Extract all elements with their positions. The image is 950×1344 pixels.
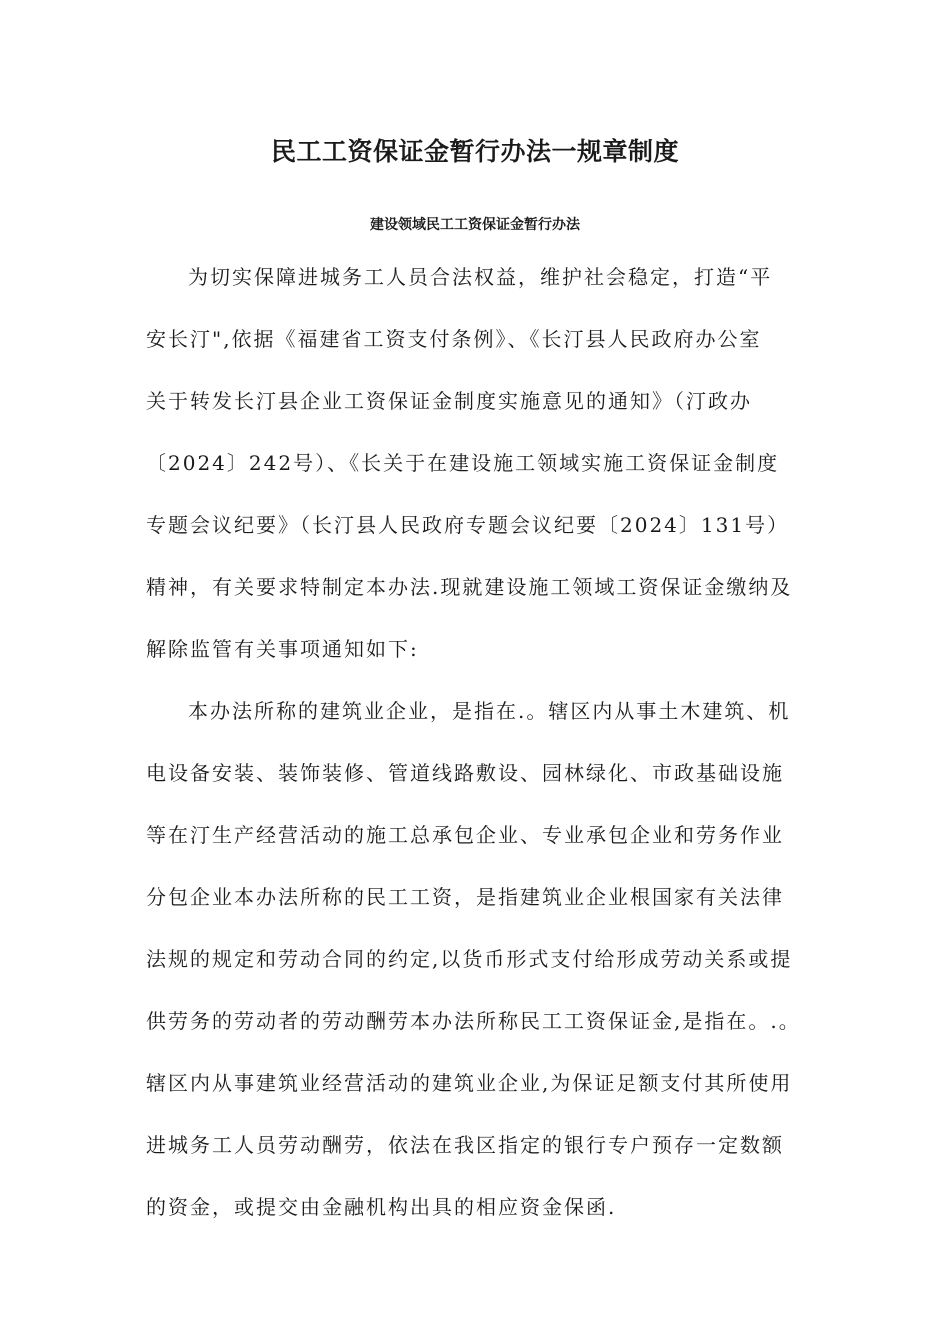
paragraph-1-line-2: 安长汀",依据《福建省工资支付条例》、《长汀县人民政府办公室: [146, 327, 762, 351]
paragraph-1-line-5: 专题会议纪要》（长汀县人民政府专题会议纪要〔2024〕131号）: [146, 513, 790, 537]
document-title: 民工工资保证金暂行办法一规章制度: [270, 137, 679, 166]
paragraph-2-line-3: 等在汀生产经营活动的施工总承包企业、专业承包企业和劳务作业: [146, 823, 784, 847]
paragraph-2-line-2: 电设备安装、装饰装修、管道线路敷设、园林绿化、市政基础设施: [146, 761, 784, 785]
paragraph-1-line-1: 为切实保障进城务工人员合法权益，维护社会稳定，打造“平: [188, 265, 773, 289]
paragraph-1-line-7: 解除监管有关事项通知如下:: [146, 637, 419, 661]
paragraph-2-line-1: 本办法所称的建筑业企业，是指在.。辖区内从事土木建筑、机: [188, 699, 791, 723]
document-body: [146, 263, 816, 1255]
document-subtitle: 建设领域民工工资保证金暂行办法: [370, 217, 580, 233]
paragraph-2-line-5: 法规的规定和劳动合同的约定,以货币形式支付给形成劳动关系或提: [146, 947, 793, 971]
paragraph-2-line-7: 辖区内从事建筑业经营活动的建筑业企业,为保证足额支付其所使用: [146, 1071, 793, 1095]
paragraph-1-line-6: 精神，有关要求特制定本办法.现就建设施工领域工资保证金缴纳及: [146, 575, 793, 599]
paragraph-2-line-6: 供劳务的劳动者的劳动酬劳本办法所称民工工资保证金,是指在。.。: [146, 1009, 801, 1033]
paragraph-2-line-4: 分包企业本办法所称的民工工资，是指建筑业企业根国家有关法律: [146, 885, 784, 909]
paragraph-2-line-9: 的资金，或提交由金融机构出具的相应资金保函.: [146, 1195, 617, 1219]
paragraph-2-line-8: 进城务工人员劳动酬劳，依法在我区指定的银行专户预存一定数额: [146, 1133, 784, 1157]
paragraph-1-line-3: 关于转发长汀县企业工资保证金制度实施意见的通知》（汀政办: [146, 389, 752, 413]
paragraph-1-line-4: 〔2024〕242号）、《长关于在建设施工领域实施工资保证金制度: [146, 451, 780, 475]
